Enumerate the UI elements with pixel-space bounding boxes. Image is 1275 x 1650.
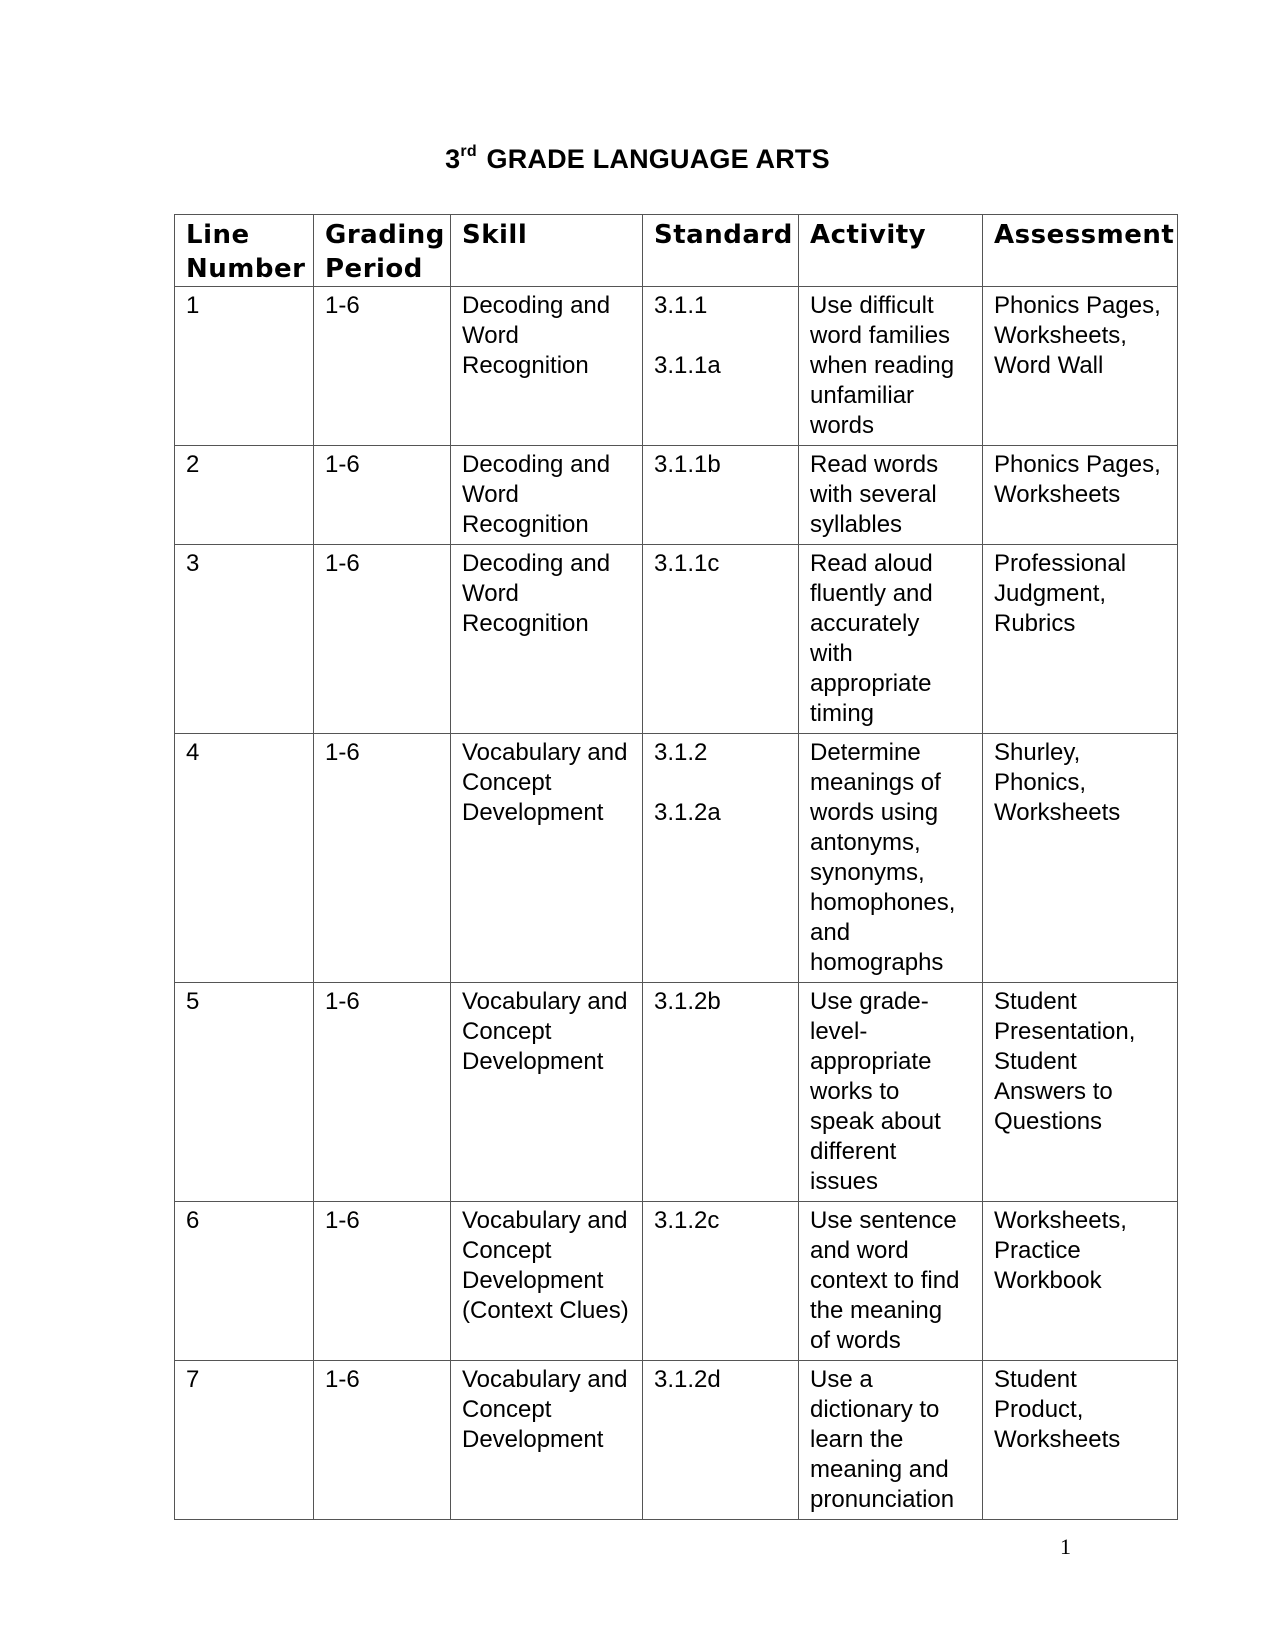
cell-activity xyxy=(799,287,983,446)
cell-assessment-line: Worksheets, xyxy=(994,1207,1127,1234)
cell-activity-line: dictionary to xyxy=(810,1396,940,1423)
cell-activity xyxy=(799,1361,983,1520)
cell-skill-line: Vocabulary and xyxy=(462,1207,628,1234)
cell-assessment-line: Word Wall xyxy=(994,352,1104,379)
cell-activity-line: homographs xyxy=(810,949,944,976)
cell-skill-line: Development xyxy=(462,1267,604,1294)
cell-assessment xyxy=(983,1202,1178,1361)
cell-standard xyxy=(643,983,799,1202)
table-row xyxy=(175,983,1178,1202)
table-row xyxy=(175,1361,1178,1520)
cell-activity-line: when reading xyxy=(810,352,955,379)
cell-activity-line: with several xyxy=(810,481,937,508)
spacer xyxy=(654,321,788,351)
cell-activity-line: Use difficult xyxy=(810,292,934,319)
cell-activity-line: context to find xyxy=(810,1267,960,1294)
cell-assessment-line: Student xyxy=(994,988,1077,1015)
cell-assessment-line: Product, xyxy=(994,1396,1084,1423)
cell-skill xyxy=(451,545,643,734)
page-number: 1 xyxy=(1060,1534,1071,1559)
cell-activity xyxy=(799,545,983,734)
cell-activity-line: appropriate xyxy=(810,670,932,697)
cell-activity-line: meanings of xyxy=(810,769,941,796)
cell-standard-line: 3.1.2d xyxy=(654,1366,721,1393)
cell-skill-line: Development xyxy=(462,1426,604,1453)
cell-assessment-line: Phonics, xyxy=(994,769,1087,796)
header-row xyxy=(175,215,1178,287)
table-body xyxy=(175,287,1178,1520)
cell-grading-period: 1-6 xyxy=(314,734,451,983)
cell-line-number: 7 xyxy=(175,1361,314,1520)
cell-activity-line: words using xyxy=(810,799,939,826)
cell-standard xyxy=(643,1361,799,1520)
curriculum-table xyxy=(174,214,1178,1520)
cell-skill xyxy=(451,287,643,446)
cell-line-number: 1 xyxy=(175,287,314,446)
cell-grading-period: 1-6 xyxy=(314,1361,451,1520)
cell-standard xyxy=(643,545,799,734)
cell-activity-line: Read words xyxy=(810,451,939,478)
cell-activity-line: speak about xyxy=(810,1108,941,1135)
cell-skill-line: Concept xyxy=(462,1237,552,1264)
cell-skill xyxy=(451,1202,643,1361)
cell-skill-line: Decoding and xyxy=(462,550,611,577)
cell-assessment-line: Worksheets xyxy=(994,1426,1121,1453)
cell-assessment-line: Phonics Pages, xyxy=(994,292,1161,319)
cell-activity-line: synonyms, xyxy=(810,859,925,886)
cell-grading-period: 1-6 xyxy=(314,287,451,446)
header-assessment: Assessment xyxy=(983,215,1178,287)
cell-activity-line: and word xyxy=(810,1237,909,1264)
cell-activity-line: level- xyxy=(810,1018,868,1045)
title-ordinal-suffix: rd xyxy=(460,143,477,160)
header-skill: Skill xyxy=(451,215,643,287)
cell-standard-line: 3.1.1a xyxy=(654,352,721,379)
cell-activity-line: homophones, xyxy=(810,889,956,916)
cell-skill-line: Decoding and xyxy=(462,451,611,478)
table-row xyxy=(175,1202,1178,1361)
cell-skill-line: Concept xyxy=(462,1396,552,1423)
cell-skill-line: Concept xyxy=(462,769,552,796)
cell-activity-line: antonyms, xyxy=(810,829,921,856)
cell-assessment-line: Worksheets, xyxy=(994,322,1127,349)
cell-skill xyxy=(451,446,643,545)
cell-activity-line: syllables xyxy=(810,511,903,538)
cell-assessment-line: Questions xyxy=(994,1108,1103,1135)
cell-skill-line: Vocabulary and xyxy=(462,1366,628,1393)
cell-standard xyxy=(643,446,799,545)
cell-activity-line: of words xyxy=(810,1327,901,1354)
cell-activity-line: accurately xyxy=(810,610,920,637)
cell-skill-line: (Context Clues) xyxy=(462,1297,629,1324)
cell-activity-line: Determine xyxy=(810,739,921,766)
cell-standard-line: 3.1.2b xyxy=(654,988,721,1015)
cell-activity-line: fluently and xyxy=(810,580,933,607)
cell-activity-line: word families xyxy=(810,322,951,349)
cell-assessment xyxy=(983,734,1178,983)
cell-skill-line: Concept xyxy=(462,1018,552,1045)
cell-assessment-line: Phonics Pages, xyxy=(994,451,1161,478)
cell-assessment-line: Student xyxy=(994,1048,1077,1075)
header-activity: Activity xyxy=(799,215,983,287)
cell-assessment-line: Rubrics xyxy=(994,610,1076,637)
cell-standard xyxy=(643,287,799,446)
cell-activity-line: appropriate xyxy=(810,1048,932,1075)
spacer xyxy=(654,768,788,798)
cell-activity-line: learn the xyxy=(810,1426,904,1453)
cell-standard-line: 3.1.1 xyxy=(654,292,708,319)
cell-activity-line: Use sentence xyxy=(810,1207,957,1234)
cell-activity-line: issues xyxy=(810,1168,879,1195)
cell-skill-line: Recognition xyxy=(462,511,589,538)
cell-skill xyxy=(451,1361,643,1520)
cell-skill-line: Vocabulary and xyxy=(462,739,628,766)
cell-standard xyxy=(643,734,799,983)
cell-activity-line: works to xyxy=(810,1078,900,1105)
cell-activity xyxy=(799,1202,983,1361)
cell-skill-line: Development xyxy=(462,799,604,826)
table-row xyxy=(175,734,1178,983)
cell-assessment-line: Judgment, xyxy=(994,580,1107,607)
cell-skill xyxy=(451,983,643,1202)
cell-grading-period: 1-6 xyxy=(314,446,451,545)
cell-standard-line: 3.1.1c xyxy=(654,550,720,577)
cell-assessment-line: Presentation, xyxy=(994,1018,1136,1045)
cell-activity-line: with xyxy=(810,640,853,667)
cell-line-number: 3 xyxy=(175,545,314,734)
cell-skill-line: Decoding and xyxy=(462,292,611,319)
cell-activity-line: the meaning xyxy=(810,1297,943,1324)
cell-standard-line: 3.1.2 xyxy=(654,739,708,766)
cell-standard xyxy=(643,1202,799,1361)
table-row xyxy=(175,446,1178,545)
cell-activity-line: and xyxy=(810,919,851,946)
cell-line-number: 5 xyxy=(175,983,314,1202)
cell-skill-line: Vocabulary and xyxy=(462,988,628,1015)
cell-assessment xyxy=(983,1361,1178,1520)
cell-assessment-line: Professional xyxy=(994,550,1127,577)
cell-assessment-line: Practice xyxy=(994,1237,1081,1264)
cell-assessment-line: Workbook xyxy=(994,1267,1102,1294)
cell-assessment-line: Worksheets xyxy=(994,799,1121,826)
cell-assessment-line: Worksheets xyxy=(994,481,1121,508)
cell-activity xyxy=(799,734,983,983)
cell-activity-line: different xyxy=(810,1138,897,1165)
cell-activity-line: Read aloud xyxy=(810,550,933,577)
cell-activity xyxy=(799,446,983,545)
cell-grading-period: 1-6 xyxy=(314,983,451,1202)
cell-activity-line: words xyxy=(810,412,875,439)
cell-activity-line: timing xyxy=(810,700,875,727)
cell-standard-line: 3.1.1b xyxy=(654,451,721,478)
cell-assessment xyxy=(983,983,1178,1202)
header-standard: Standard xyxy=(643,215,799,287)
cell-activity-line: Use a xyxy=(810,1366,873,1393)
cell-activity-line: pronunciation xyxy=(810,1486,955,1513)
cell-skill-line: Word xyxy=(462,322,519,349)
cell-activity-line: Use grade- xyxy=(810,988,929,1015)
cell-line-number: 6 xyxy=(175,1202,314,1361)
cell-skill-line: Recognition xyxy=(462,352,589,379)
cell-line-number: 2 xyxy=(175,446,314,545)
cell-assessment-line: Answers to xyxy=(994,1078,1113,1105)
title-ordinal: 3 xyxy=(445,144,461,174)
cell-skill-line: Word xyxy=(462,481,519,508)
cell-grading-period: 1-6 xyxy=(314,1202,451,1361)
table-row xyxy=(175,287,1178,446)
title-text: GRADE LANGUAGE ARTS xyxy=(486,144,830,174)
header-grading-period: Grading Period xyxy=(314,215,451,287)
cell-assessment xyxy=(983,446,1178,545)
cell-activity-line: unfamiliar xyxy=(810,382,915,409)
cell-activity xyxy=(799,983,983,1202)
page-title xyxy=(0,143,1275,175)
cell-standard-line: 3.1.2c xyxy=(654,1207,720,1234)
cell-activity-line: meaning and xyxy=(810,1456,949,1483)
cell-skill-line: Recognition xyxy=(462,610,589,637)
cell-assessment xyxy=(983,287,1178,446)
cell-standard-line: 3.1.2a xyxy=(654,799,721,826)
cell-skill-line: Development xyxy=(462,1048,604,1075)
cell-assessment-line: Student xyxy=(994,1366,1077,1393)
cell-assessment xyxy=(983,545,1178,734)
cell-line-number: 4 xyxy=(175,734,314,983)
table-row xyxy=(175,545,1178,734)
cell-grading-period: 1-6 xyxy=(314,545,451,734)
cell-skill-line: Word xyxy=(462,580,519,607)
cell-assessment-line: Shurley, xyxy=(994,739,1081,766)
header-line-number: Line Number xyxy=(175,215,314,287)
cell-skill xyxy=(451,734,643,983)
